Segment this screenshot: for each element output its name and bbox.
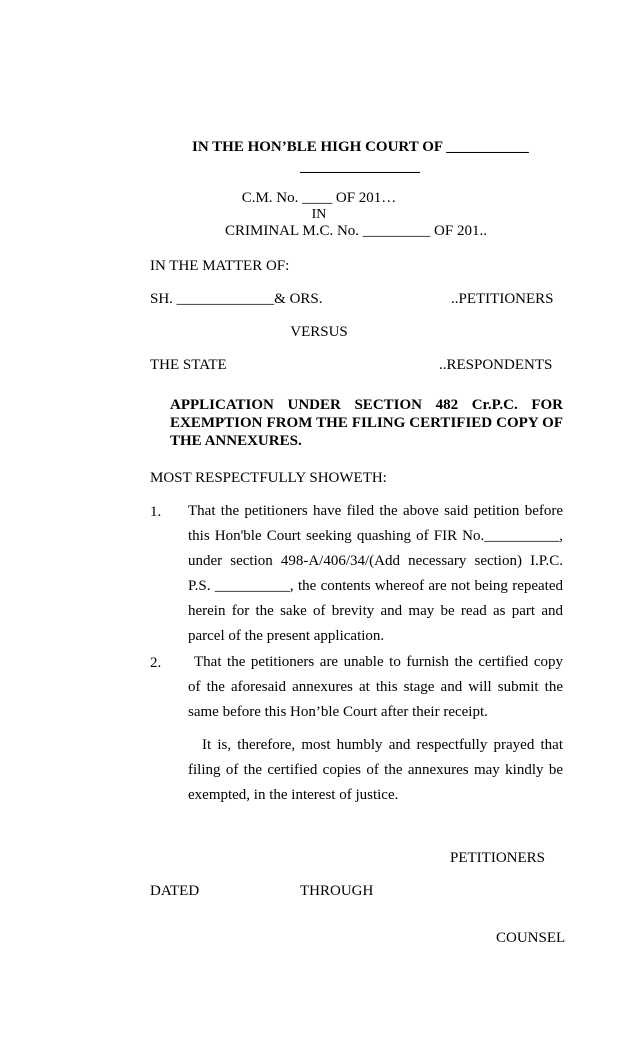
paragraph-text: That the petitioners are unable to furnish the certified copy of the aforesaid annexures at this stage and will submit the same before this Hon’ble Court after their receipt.	[188, 654, 563, 720]
versus-label: VERSUS	[290, 324, 348, 340]
court-heading: IN THE HON’BLE HIGH COURT OF ___________	[192, 139, 529, 155]
prayer-paragraph: It is, therefore, most humbly and respectfully prayed that filing of the certified copies of the annexures may kindly be exempted, in the interest of justice.	[188, 737, 563, 803]
in-label: IN	[311, 207, 327, 222]
dated-label: DATED	[150, 883, 200, 899]
petitioners-signature-label: PETITIONERS	[450, 850, 545, 866]
paragraph-number: 2.	[150, 655, 162, 671]
respondent-role: ..RESPONDENTS	[439, 357, 553, 373]
criminal-mc-number: CRIMINAL M.C. No. _________ OF 201..	[225, 223, 487, 239]
showeth-heading: MOST RESPECTFULLY SHOWETH:	[150, 470, 387, 486]
cm-number: C.M. No. ____ OF 201…	[241, 190, 397, 206]
through-label: THROUGH	[300, 883, 374, 899]
application-title: APPLICATION UNDER SECTION 482 Cr.P.C. FOR EXEMPTION FROM THE FILING CERTIFIED COPY OF THE ANNEXURES.	[170, 397, 563, 449]
petitioner-role: ..PETITIONERS	[451, 291, 554, 307]
paragraph-number: 1.	[150, 504, 162, 520]
court-heading-continuation: ________________	[300, 159, 420, 175]
paragraph-text: That the petitioners have filed the above said petition before this Hon'ble Court seeking quashing of FIR No.__________, under section 498-A/406/34/(Add necessary section) I.P.C. P.S. __________, the contents whereof are not being repeated herein for the sake of brevity and may be read as part and parcel of the present application.	[188, 503, 563, 644]
petitioner-name: SH. _____________& ORS.	[150, 291, 323, 307]
respondent-name: THE STATE	[150, 357, 227, 373]
matter-of-heading: IN THE MATTER OF:	[150, 258, 290, 274]
counsel-label: COUNSEL	[496, 930, 566, 946]
